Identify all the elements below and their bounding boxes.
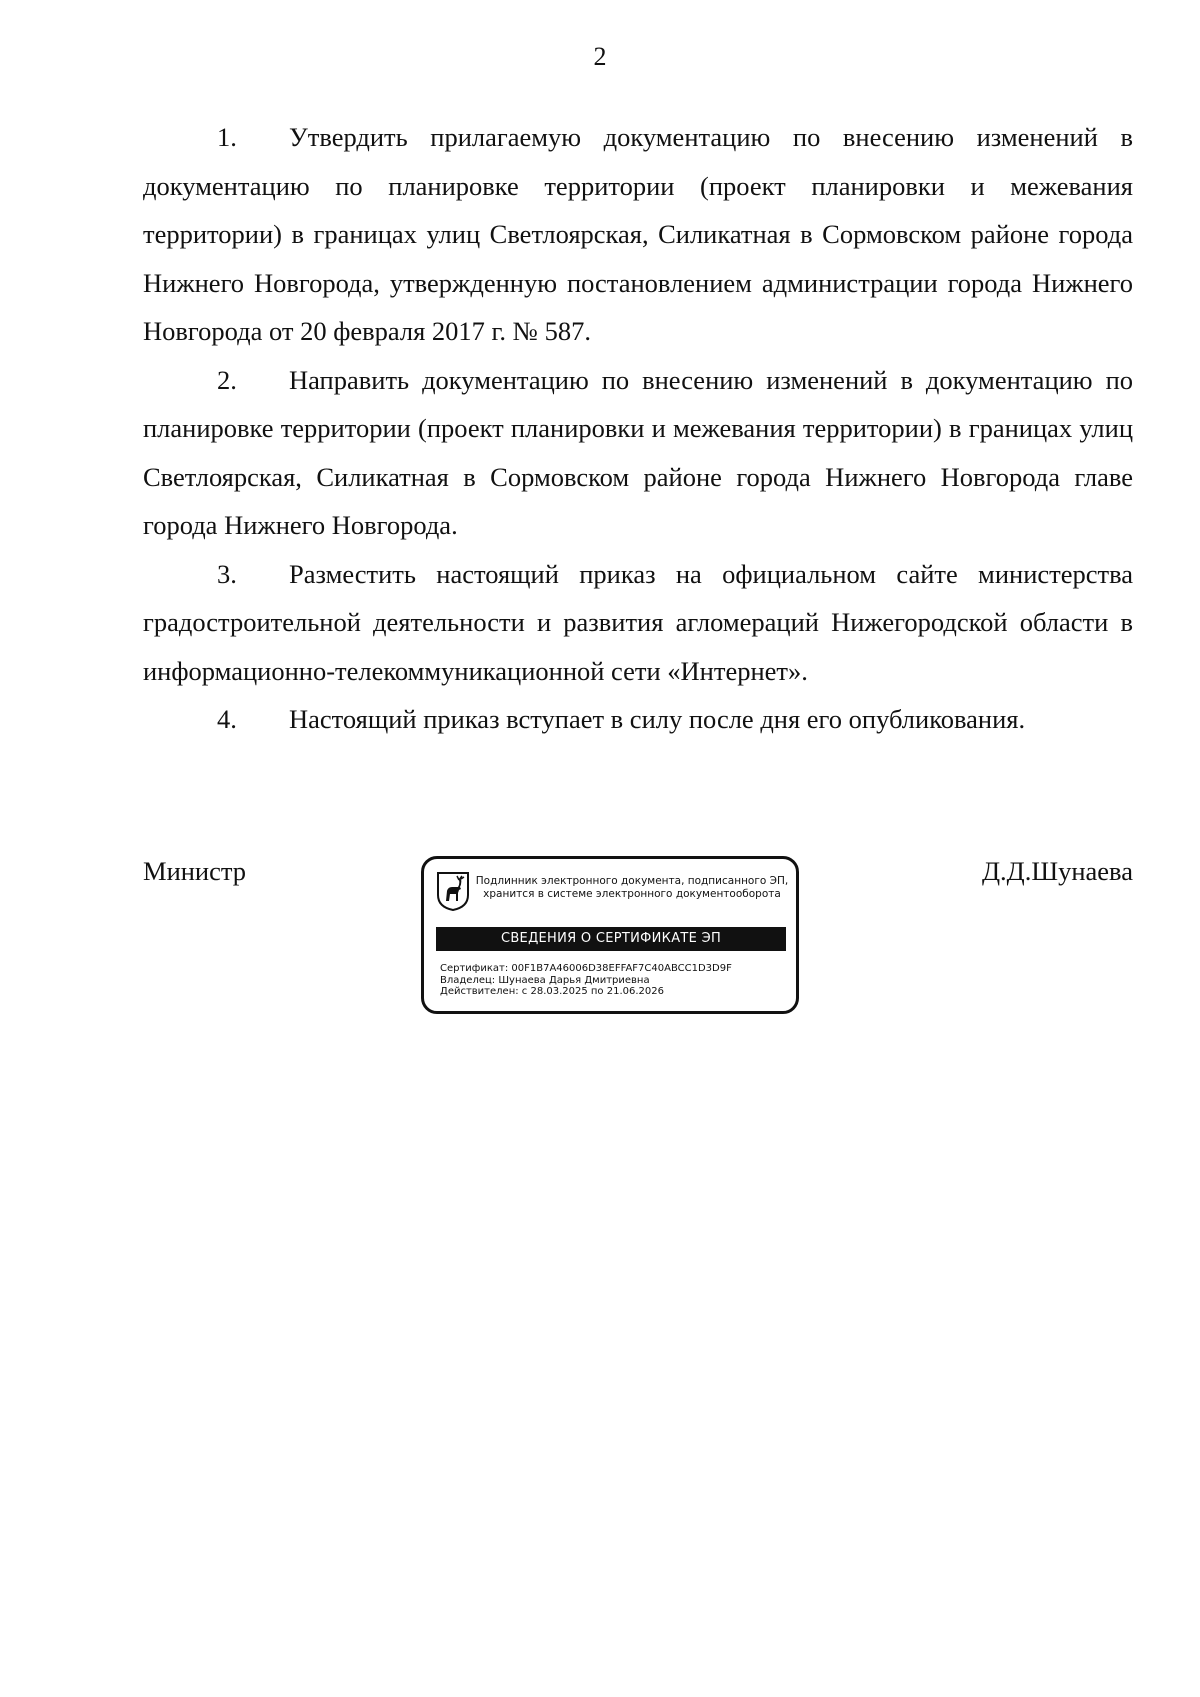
stamp-certificate-details [440, 963, 790, 998]
stamp-header-line-1: Подлинник электронного документа, подписанного ЭП, [475, 875, 789, 887]
paragraph-text: Разместить настоящий приказ на официальном сайте министерства градостроительной деятельности и развития агломераций Нижегородской области в информационно-телекоммуникационной сети «Интернет». [143, 558, 1133, 686]
page-number: 2 [593, 42, 607, 71]
electronic-signature-stamp [421, 856, 799, 1014]
document-body [143, 113, 1133, 744]
paragraph-1 [143, 113, 1133, 356]
paragraph-2 [143, 356, 1133, 550]
paragraph-text: Настоящий приказ вступает в силу после дня его опубликования. [289, 704, 1026, 734]
stamp-title-bar: СВЕДЕНИЯ О СЕРТИФИКАТЕ ЭП [436, 927, 786, 951]
paragraph-number: 3. [217, 558, 237, 589]
paragraph-text: Утвердить прилагаемую документацию по внесению изменений в документацию по планировке территории (проект планировки и межевания территории) в границах улиц Светлоярская, Силикатная в Сормовском районе города Нижнего Новгорода, утвержденную постановлением администрации города Нижнего Новгорода от 20 февраля 2017 г. № 587. [143, 122, 1133, 346]
paragraph-number: 4. [217, 704, 237, 734]
paragraph-4 [143, 695, 1133, 744]
certificate-number: Сертификат: 00F1B7A46006D38EFFAF7C40ABCC1D3D9F [440, 963, 732, 974]
signer-role: Министр [143, 856, 247, 886]
paragraph-text: Направить документацию по внесению изменений в документацию по планировке территории (проект планировки и межевания территории) в границах улиц Светлоярская, Силикатная в Сормовском районе города Нижнего Новгорода главе города Нижнего Новгорода. [143, 364, 1133, 540]
certificate-validity: Действителен: с 28.03.2025 по 21.06.2026 [440, 986, 664, 997]
certificate-owner: Владелец: Шунаева Дарья Дмитриевна [440, 974, 650, 986]
stamp-header-line-2: хранится в системе электронного документооборота [483, 888, 781, 900]
paragraph-3 [143, 550, 1133, 696]
signer-name: Д.Д.Шунаева [981, 856, 1133, 886]
coat-of-arms-deer-icon [436, 871, 470, 911]
paragraph-number: 1. [217, 122, 237, 152]
stamp-header [472, 875, 792, 901]
paragraph-number: 2. [217, 364, 237, 395]
